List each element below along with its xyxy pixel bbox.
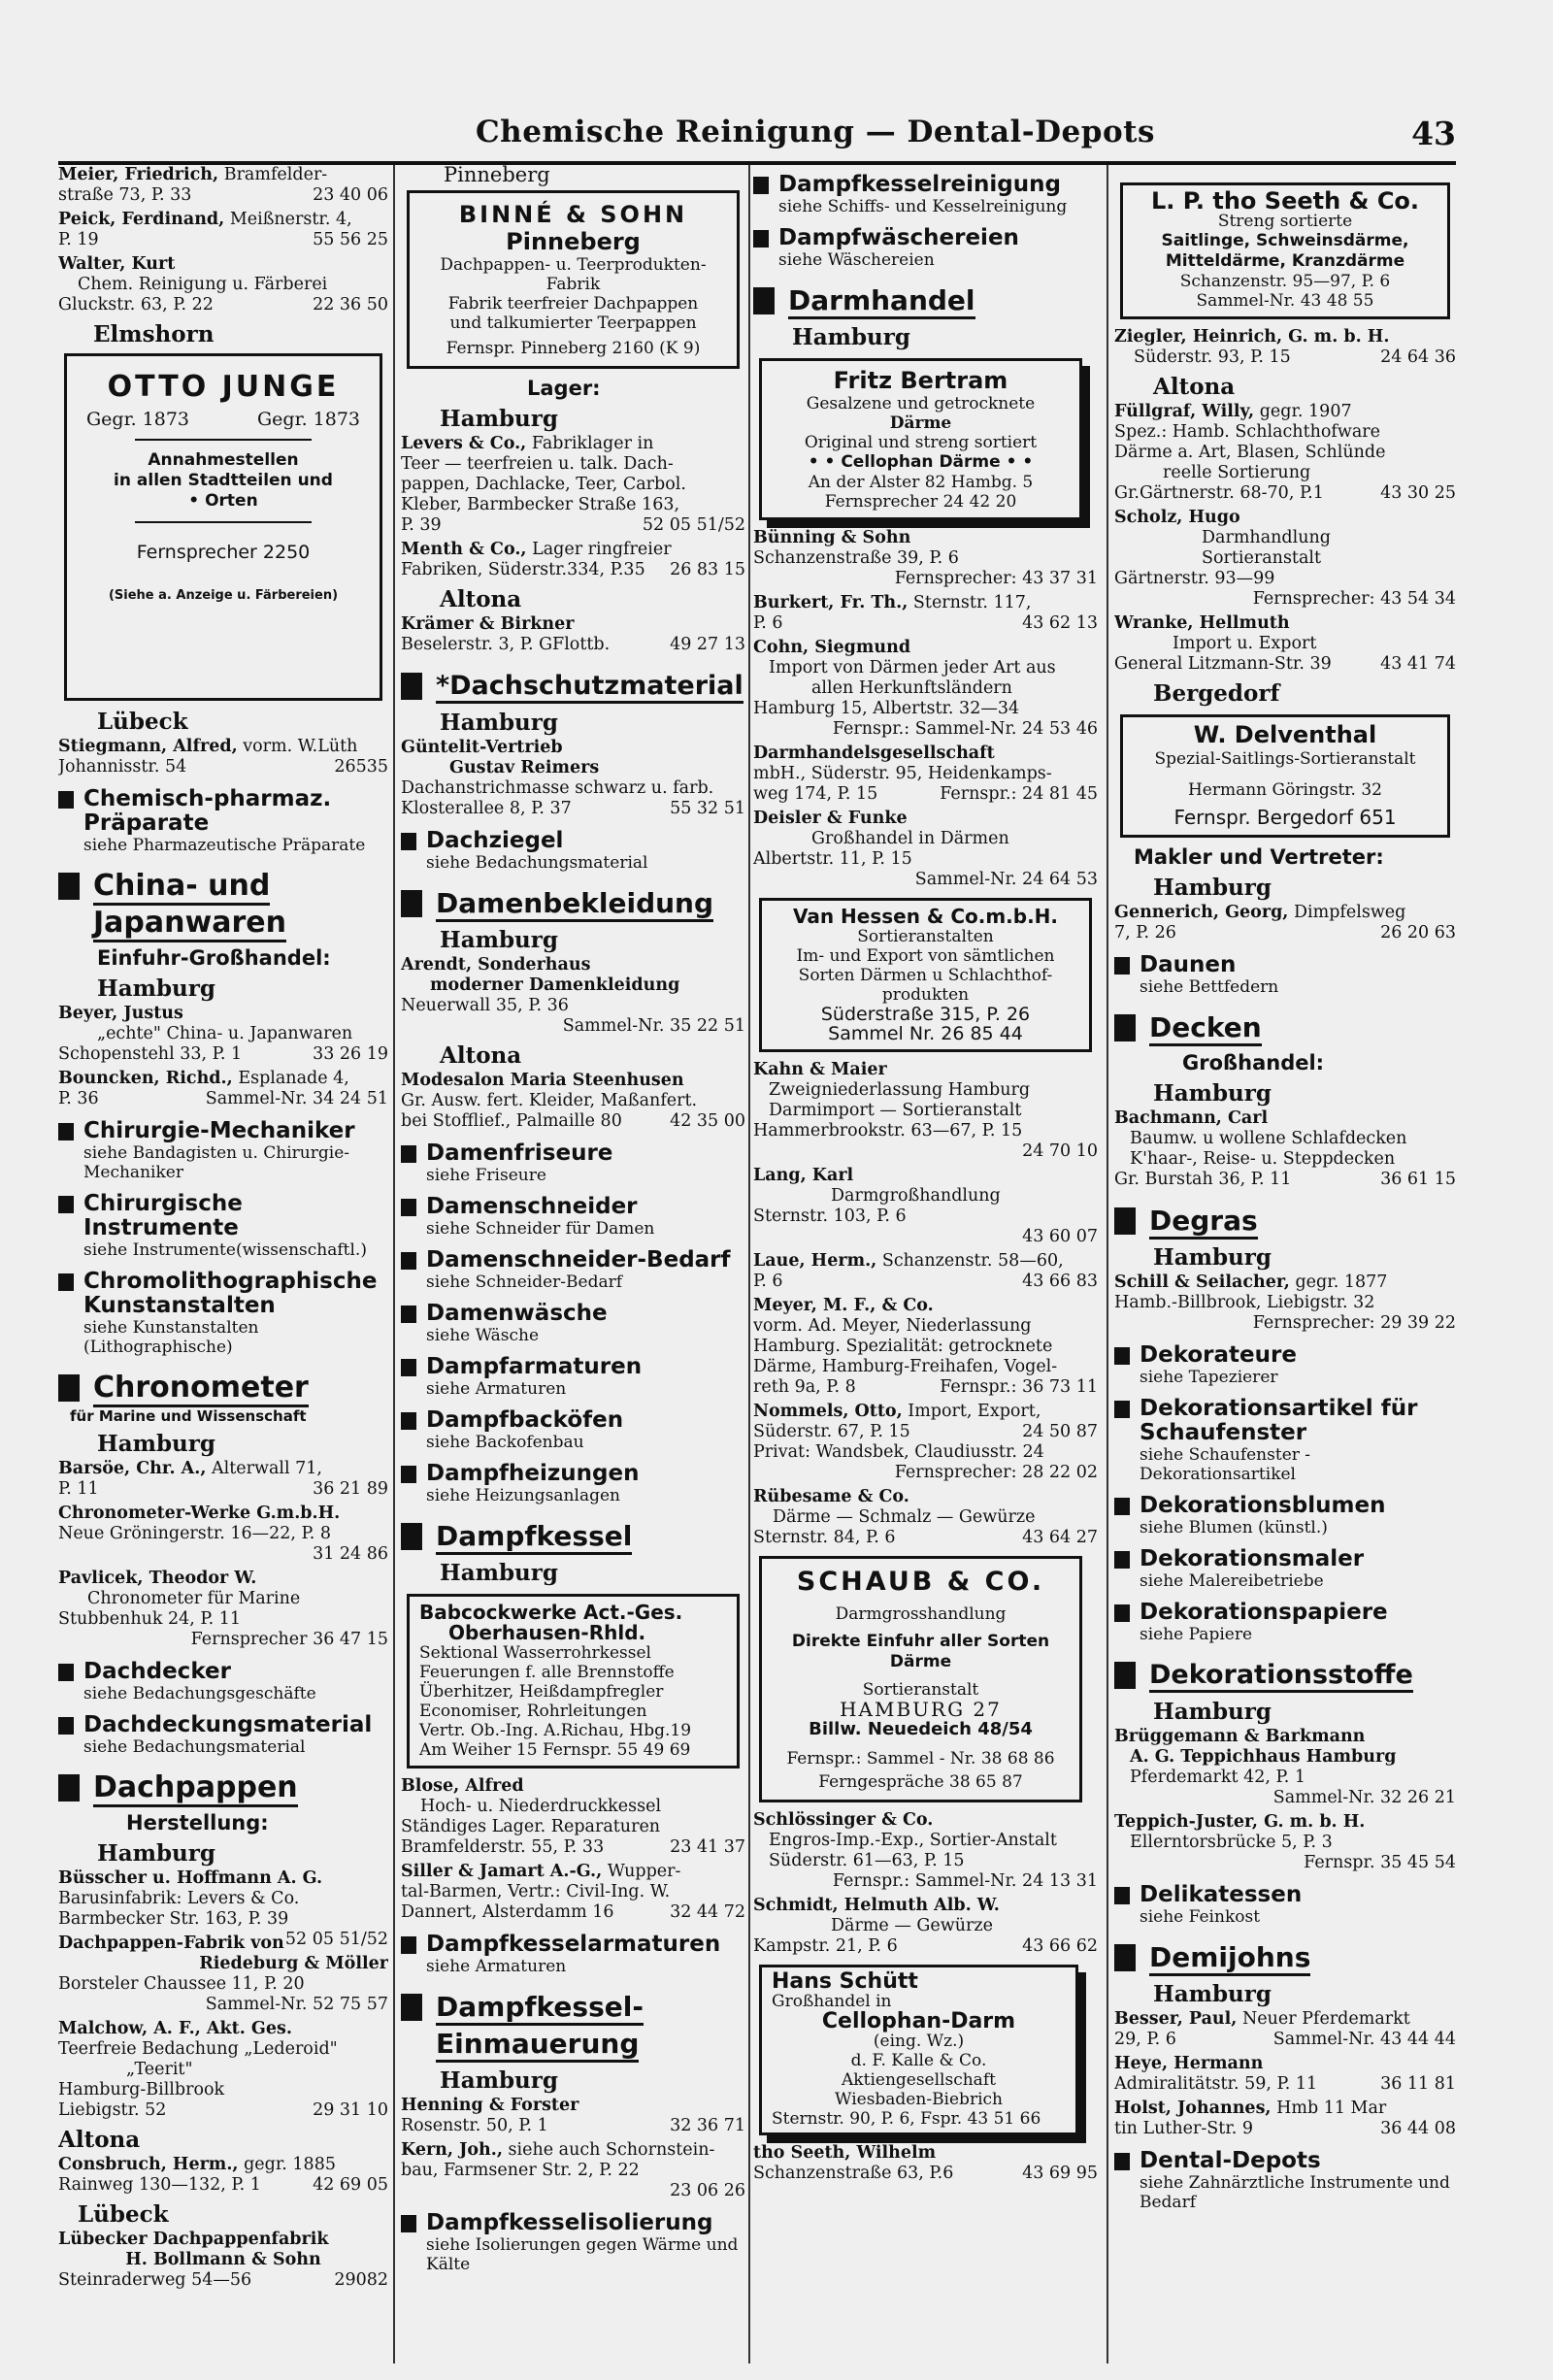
category-heading: Dampfbacköfen bbox=[401, 1408, 745, 1433]
see-reference: siehe Pharmazeutische Präparate bbox=[83, 836, 366, 855]
list-item: Heye, Hermann Admiralitätstr. 59, P. 11 36 11 81 bbox=[1114, 2054, 1456, 2094]
see-reference: siehe Papiere bbox=[1140, 1625, 1253, 1644]
category-heading: Dampfheizungen bbox=[401, 1462, 745, 1486]
see-reference: siehe Schneider-Bedarf bbox=[426, 1273, 622, 1292]
category-heading: Dekorateure bbox=[1114, 1343, 1456, 1368]
see-reference: siehe Heizungsanlagen bbox=[426, 1486, 620, 1505]
see-reference: siehe Schaufenster - Dekorationsartikel bbox=[1140, 1445, 1311, 1484]
city-heading: Hamburg bbox=[440, 927, 558, 953]
list-item: Levers & Co., Fabriklager in Teer — teerfreien u. talk. Dach- pappen, Dachlacke, Teer, Carbol. Kleber, Barmbecker Straße 163, P. 39 52 05 51/52 bbox=[401, 434, 745, 535]
list-item: Chronometer-Werke G.m.b.H. Neue Gröningerstr. 16—22, P. 8 31 24 86 bbox=[58, 1504, 388, 1564]
city-heading: Altona bbox=[440, 586, 522, 612]
list-item: Consbruch, Herm., gegr. 1885 Rainweg 130—132, P. 1 42 69 05 bbox=[58, 2155, 388, 2195]
page-header bbox=[58, 115, 1456, 157]
see-reference: siehe Bedachungsgeschäfte bbox=[83, 1684, 316, 1703]
list-item: Wranke, Hellmuth Import u. Export General Litzmann-Str. 39 43 41 74 bbox=[1114, 613, 1456, 674]
category-heading: Chirurgie-Mechaniker bbox=[58, 1119, 388, 1143]
see-reference: siehe Tapezierer bbox=[1140, 1368, 1278, 1387]
list-item: Arendt, Sonderhaus moderner Damenkleidung Neuerwall 35, P. 36 Sammel-Nr. 35 22 51 bbox=[401, 955, 745, 1036]
category-heading: Dachpappen bbox=[58, 1770, 388, 1805]
category-heading: Delikatessen bbox=[1114, 1883, 1456, 1907]
column-1 bbox=[58, 163, 388, 2366]
list-item: Darmhandelsgesellschaft mbH., Süderstr. 95, Heidenkamps- weg 174, P. 15 Fernspr.: 24 81 45 bbox=[753, 744, 1098, 804]
category-heading: Einmauerung bbox=[401, 2027, 745, 2062]
list-item: Laue, Herm., Schanzenstr. 58—60, P. 6 43 66 83 bbox=[753, 1251, 1098, 1291]
category-heading: Damenwäsche bbox=[401, 1302, 745, 1326]
city-heading: Hamburg bbox=[97, 1431, 215, 1457]
list-item: Meier, Friedrich, Bramfelder- straße 73, P. 33 23 40 06 bbox=[58, 165, 388, 205]
subheading: Einfuhr-Großhandel: bbox=[97, 946, 331, 970]
list-item: Siller & Jamart A.-G., Wupper- tal-Barmen, Vertr.: Civil-Ing. W. Dannert, Alsterdamm 16 32 44 72 bbox=[401, 1862, 745, 1922]
list-item: Bachmann, Carl Baumw. u wollene Schlafdecken K'haar-, Reise- u. Steppdecken Gr. Burstah 36, P. 11 36 61 15 bbox=[1114, 1108, 1456, 1189]
advertisement-lp-tho-seeth: L. P. tho Seeth & Co. Streng sortierte Saitlinge, Schweinsdärme, Mitteldärme, Kranzdärme Schanzenstr. 95—97, P. 6 Sammel-Nr. 43 48 55 bbox=[1120, 182, 1450, 319]
city-heading: Hamburg bbox=[1153, 1699, 1272, 1725]
see-reference: siehe Bettfedern bbox=[1140, 977, 1279, 997]
category-heading: Dampfkessel- bbox=[401, 1990, 745, 2025]
page-title: Chemische Reinigung — Dental-Depots bbox=[476, 115, 1155, 149]
category-heading: Dekorationspapiere bbox=[1114, 1601, 1456, 1625]
list-item: Güntelit-Vertrieb Gustav Reimers Dachanstrichmasse schwarz u. farb. Klosterallee 8, P. 37 55 32 51 bbox=[401, 738, 745, 818]
list-item: Rübesame & Co. Därme — Schmalz — Gewürze Sternstr. 84, P. 6 43 64 27 bbox=[753, 1487, 1098, 1547]
category-heading: Dekorationsmaler bbox=[1114, 1547, 1456, 1571]
category-heading: Dekorationsstoffe bbox=[1114, 1658, 1456, 1693]
list-item: Kern, Joh., siehe auch Schornstein- bau, Farmsener Str. 2, P. 22 23 06 26 bbox=[401, 2140, 745, 2200]
advertisement-van-hessen: Van Hessen & Co.m.b.H. Sortieranstalten Im- und Export von sämtlichen Sorten Därmen u Schlachthof- produkten Süderstraße 315, P. 26 Sammel Nr. 26 85 44 bbox=[759, 898, 1092, 1052]
city-heading: Altona bbox=[58, 2127, 141, 2153]
category-heading: Dekorationsartikel für Schaufenster bbox=[1114, 1397, 1456, 1445]
list-item: Büsscher u. Hoffmann A. G. Barusinfabrik: Levers & Co. Barmbecker Str. 163, P. 39 52 05 51/52 bbox=[58, 1868, 388, 1949]
city-heading: Altona bbox=[1153, 374, 1236, 400]
list-item: Stiegmann, Alfred, vorm. W.Lüth Johannisstr. 54 26535 bbox=[58, 737, 388, 777]
category-heading: Dachdeckungsmaterial bbox=[58, 1713, 388, 1737]
category-heading: Damenschneider-Bedarf bbox=[401, 1248, 745, 1273]
category-heading: Decken bbox=[1114, 1010, 1456, 1045]
list-item: Pavlicek, Theodor W. Chronometer für Marine Stubbenhuk 24, P. 11 Fernsprecher 36 47 15 bbox=[58, 1569, 388, 1649]
list-item: Schmidt, Helmuth Alb. W. Därme — Gewürze Kampstr. 21, P. 6 43 66 62 bbox=[753, 1896, 1098, 1956]
category-heading: Japanwaren bbox=[58, 906, 388, 941]
see-reference: siehe Instrumente(wissenschaftl.) bbox=[83, 1240, 367, 1260]
city-heading: Hamburg bbox=[792, 324, 910, 350]
subheading: für Marine und Wissenschaft bbox=[70, 1407, 307, 1425]
category-heading: Chronometer bbox=[58, 1371, 388, 1405]
category-heading: Degras bbox=[1114, 1204, 1456, 1239]
see-reference: siehe Bedachungsmaterial bbox=[426, 853, 648, 873]
city-heading: Hamburg bbox=[440, 2067, 558, 2094]
list-item: Modesalon Maria Steenhusen Gr. Ausw. fert. Kleider, Maßanfert. bei Stofflief., Palmaille 80 42 35 00 bbox=[401, 1071, 745, 1131]
list-item: Beyer, Justus „echte" China- u. Japanwaren Schopenstehl 33, P. 1 33 26 19 bbox=[58, 1004, 388, 1064]
see-reference: siehe Malereibetriebe bbox=[1140, 1571, 1324, 1591]
list-item: Walter, Kurt Chem. Reinigung u. Färberei Gluckstr. 63, P. 22 22 36 50 bbox=[58, 254, 388, 314]
column-divider bbox=[393, 165, 395, 2363]
list-item: Krämer & Birkner Beselerstr. 3, P. GFlottb. 49 27 13 bbox=[401, 614, 745, 654]
city-heading: Hamburg bbox=[440, 406, 558, 432]
category-heading: Chemisch-pharmaz. Präparate bbox=[58, 787, 388, 836]
category-heading: Damenbekleidung bbox=[401, 886, 745, 921]
category-heading: China- und bbox=[58, 869, 388, 904]
list-item: Blose, Alfred Hoch- u. Niederdruckkessel Ständiges Lager. Reparaturen Bramfelderstr. 55, P. 33 23 41 37 bbox=[401, 1776, 745, 1857]
category-heading: Dampfkesselisolierung bbox=[401, 2211, 745, 2235]
list-item: Holst, Johannes, Hmb 11 Mar tin Luther-Str. 9 36 44 08 bbox=[1114, 2099, 1456, 2138]
category-heading: Dampfkessel bbox=[401, 1519, 745, 1554]
see-reference: siehe Schneider für Damen bbox=[426, 1219, 655, 1239]
list-item: Barsöe, Chr. A., Alterwall 71, P. 11 36 21 89 bbox=[58, 1459, 388, 1499]
list-item: Ziegler, Heinrich, G. m. b. H. Süderstr. 93, P. 15 24 64 36 bbox=[1114, 327, 1456, 367]
subheading: Herstellung: bbox=[126, 1811, 269, 1835]
city-heading: Altona bbox=[440, 1042, 522, 1069]
see-reference: siehe Blumen (künstl.) bbox=[1140, 1518, 1328, 1537]
category-heading: Demijohns bbox=[1114, 1940, 1456, 1975]
list-item: Nommels, Otto, Import, Export, Süderstr. 67, P. 15 24 50 87 Privat: Wandsbek, Claudiusstr. 24 Fernsprecher: 28 22 02 bbox=[753, 1402, 1098, 1482]
subheading: Makler und Vertreter: bbox=[1134, 845, 1384, 869]
category-heading: Daunen bbox=[1114, 953, 1456, 977]
page-number: 43 bbox=[1411, 115, 1456, 152]
list-item: Teppich-Juster, G. m. b. H. Ellerntorsbrücke 5, P. 3 Fernspr. 35 45 54 bbox=[1114, 1812, 1456, 1872]
city-heading: Bergedorf bbox=[1153, 680, 1280, 707]
list-item: Schill & Seilacher, gegr. 1877 Hamb.-Billbrook, Liebigstr. 32 Fernsprecher: 29 39 22 bbox=[1114, 1273, 1456, 1333]
column-divider bbox=[1107, 165, 1108, 2363]
see-reference: siehe Backofenbau bbox=[426, 1433, 584, 1452]
list-item: Lübecker Dachpappenfabrik H. Bollmann & Sohn Steinraderweg 54—56 29082 bbox=[58, 2230, 388, 2290]
subheading: Lager: bbox=[527, 377, 601, 400]
see-reference: siehe Armaturen bbox=[426, 1379, 567, 1399]
category-heading: Darmhandel bbox=[753, 283, 1098, 318]
city-heading: Lübeck bbox=[97, 709, 188, 735]
list-item: Cohn, Siegmund Import von Därmen jeder Art aus allen Herkunftsländern Hamburg 15, Albertstr. 32—34 Fernspr.: Sammel-Nr. 24 53 46 bbox=[753, 638, 1098, 739]
advertisement-binne-sohn: BINNÉ & SOHN Pinneberg Dachpappen- u. Teerprodukten- Fabrik Fabrik teerfreier Dachpappen und talkumierter Teerpappen Fernspr. Pinneberg 2160 (K 9) bbox=[407, 190, 740, 369]
category-heading: Damenfriseure bbox=[401, 1141, 745, 1166]
advertisement-schaub: SCHAUB & CO. Darmgrosshandlung Direkte Einfuhr aller Sorten Därme Sortieranstalt HAMBURG 27 Billw. Neuedeich 48/54 Fernspr.: Sammel - Nr. 38 68 86 Ferngespräche 38 65 87 bbox=[759, 1556, 1082, 1802]
advertisement-babcockwerke: Babcockwerke Act.-Ges. Oberhausen-Rhld. Sektional Wasserrohrkessel Feuerungen f. alle Brennstoffe Überhitzer, Heißdampfregler Economiser, Rohrleitungen Vertr. Ob.-Ing. A.Richau, Hbg.19 Am Weiher 15 Fernspr. 55 49 69 bbox=[407, 1594, 740, 1768]
see-reference: siehe Bedachungsmaterial bbox=[83, 1737, 306, 1757]
list-item: Besser, Paul, Neuer Pferdemarkt 29, P. 6 Sammel-Nr. 43 44 44 bbox=[1114, 2009, 1456, 2049]
list-item: Deisler & Funke Großhandel in Därmen Albertstr. 11, P. 15 Sammel-Nr. 24 64 53 bbox=[753, 809, 1098, 889]
see-reference: siehe Bandagisten u. Chirurgie-Mechaniker bbox=[83, 1143, 349, 1182]
column-2 bbox=[401, 163, 745, 2366]
category-heading: Dampfarmaturen bbox=[401, 1355, 745, 1379]
see-reference: siehe Armaturen bbox=[426, 1957, 567, 1976]
subheading: Großhandel: bbox=[1182, 1051, 1325, 1074]
see-reference: siehe Wäsche bbox=[426, 1326, 540, 1345]
category-heading: Dental-Depots bbox=[1114, 2149, 1456, 2173]
see-reference: siehe Feinkost bbox=[1140, 1907, 1261, 1927]
list-item: Meyer, M. F., & Co. vorm. Ad. Meyer, Niederlassung Hamburg. Spezialität: getrocknete Därme, Hamburg-Freihafen, Vogel- reth 9a, P. 8 Fernspr.: 36 73 11 bbox=[753, 1296, 1098, 1397]
category-heading: Dampfkesselarmaturen bbox=[401, 1933, 745, 1957]
list-item: Dachpappen-Fabrik von Riedeburg & Möller Borsteler Chaussee 11, P. 20 Sammel-Nr. 52 75 57 bbox=[58, 1934, 388, 2014]
see-reference: siehe Isolierungen gegen Wärme und Kälte bbox=[426, 2235, 739, 2274]
list-item: Füllgraf, Willy, gegr. 1907 Spez.: Hamb. Schlachthofware Därme a. Art, Blasen, Schlünde reelle Sortierung Gr.Gärtnerstr. 68-70, P.1 43 30 25 bbox=[1114, 402, 1456, 503]
category-heading: Dekorationsblumen bbox=[1114, 1494, 1456, 1518]
category-heading: Dampfkesselreinigung bbox=[753, 173, 1098, 197]
category-heading: Dachdecker bbox=[58, 1660, 388, 1684]
list-item: Gennerich, Georg, Dimpfelsweg 7, P. 26 26 20 63 bbox=[1114, 903, 1456, 942]
city-heading: Lübeck bbox=[78, 2201, 169, 2228]
list-item: Brüggemann & Barkmann A. G. Teppichhaus Hamburg Pferdemarkt 42, P. 1 Sammel-Nr. 32 26 21 bbox=[1114, 1727, 1456, 1807]
see-reference: siehe Wäschereien bbox=[778, 250, 935, 270]
see-reference: siehe Kunstanstalten (Lithographische) bbox=[83, 1318, 259, 1357]
category-heading: Dachziegel bbox=[401, 829, 745, 853]
city-heading: Hamburg bbox=[1153, 875, 1272, 901]
category-heading: Chirurgische Instrumente bbox=[58, 1192, 388, 1240]
column-4 bbox=[1114, 163, 1456, 2366]
city-heading: Hamburg bbox=[97, 1840, 215, 1867]
category-heading: Damenschneider bbox=[401, 1195, 745, 1219]
city-heading: Hamburg bbox=[1153, 1981, 1272, 2007]
advertisement-fritz-bertram: Fritz Bertram Gesalzene und getrocknete Därme Original und streng sortiert • • Cellophan Därme • • An der Alster 82 Hambg. 5 Fernsprecher 24 42 20 bbox=[759, 358, 1082, 520]
city-heading: Hamburg bbox=[440, 710, 558, 736]
city-heading: Hamburg bbox=[440, 1560, 558, 1586]
advertisement-delventhal: W. Delventhal Spezial-Saitlings-Sortieranstalt Hermann Göringstr. 32 Fernspr. Bergedorf 651 bbox=[1120, 714, 1450, 838]
category-heading: Dampfwäschereien bbox=[753, 226, 1098, 250]
advertisement-otto-junge: OTTO JUNGE Gegr. 1873 Gegr. 1873 Annahmestellen in allen Stadtteilen und • Orten Fernsprecher 2250 (Siehe a. Anzeige u. Färbereien) bbox=[64, 353, 382, 701]
list-item: tho Seeth, Wilhelm Schanzenstraße 63, P.6 43 69 95 bbox=[753, 2143, 1098, 2183]
list-item: Scholz, Hugo Darmhandlung Sortieranstalt Gärtnerstr. 93—99 Fernsprecher: 43 54 34 bbox=[1114, 508, 1456, 609]
list-item: Malchow, A. F., Akt. Ges. Teerfreie Bedachung „Lederoid" „Teerit" Hamburg-Billbrook Liebigstr. 52 29 31 10 bbox=[58, 2019, 388, 2120]
category-heading: *Dachschutzmaterial bbox=[401, 669, 745, 704]
list-item: Bünning & Sohn Schanzenstraße 39, P. 6 Fernsprecher: 43 37 31 bbox=[753, 528, 1098, 588]
column-divider bbox=[748, 165, 750, 2363]
list-item: Menth & Co., Lager ringfreier Fabriken, Süderstr.334, P.35 26 83 15 bbox=[401, 540, 745, 579]
city-heading: Hamburg bbox=[97, 975, 215, 1002]
list-item: Lang, Karl Darmgroßhandlung Sternstr. 103, P. 6 43 60 07 bbox=[753, 1166, 1098, 1246]
see-reference: siehe Schiffs- und Kesselreinigung bbox=[778, 197, 1068, 216]
list-item: Burkert, Fr. Th., Sternstr. 117, P. 6 43 62 13 bbox=[753, 593, 1098, 633]
city-heading: Elmshorn bbox=[93, 321, 215, 347]
category-heading: Chromolithographische Kunstanstalten bbox=[58, 1270, 388, 1318]
see-reference: siehe Friseure bbox=[426, 1166, 546, 1185]
advertisement-hans-schuett: Hans Schütt Großhandel in Cellophan-Darm (eing. Wz.) d. F. Kalle & Co. Aktiengesellschaft Wiesbaden-Biebrich Sternstr. 90, P. 6, Fspr. 43 51 66 bbox=[759, 1965, 1078, 2135]
list-item: Kahn & Maier Zweigniederlassung Hamburg Darmimport — Sortieranstalt Hammerbrookstr. 63—67, P. 15 24 70 10 bbox=[753, 1060, 1098, 1161]
see-reference: siehe Zahnärztliche Instrumente und Bedarf bbox=[1140, 2173, 1450, 2212]
list-item: Schlössinger & Co. Engros-Imp.-Exp., Sortier-Anstalt Süderstr. 61—63, P. 15 Fernspr.: Sammel-Nr. 24 13 31 bbox=[753, 1810, 1098, 1891]
city-heading: Pinneberg bbox=[444, 163, 550, 186]
city-heading: Hamburg bbox=[1153, 1244, 1272, 1271]
list-item: Peick, Ferdinand, Meißnerstr. 4, P. 19 55 56 25 bbox=[58, 210, 388, 249]
column-3 bbox=[753, 163, 1098, 2366]
list-item: Bouncken, Richd., Esplanade 4, P. 36 Sammel-Nr. 34 24 51 bbox=[58, 1069, 388, 1108]
list-item: Henning & Forster Rosenstr. 50, P. 1 32 36 71 bbox=[401, 2096, 745, 2135]
city-heading: Hamburg bbox=[1153, 1080, 1272, 1107]
